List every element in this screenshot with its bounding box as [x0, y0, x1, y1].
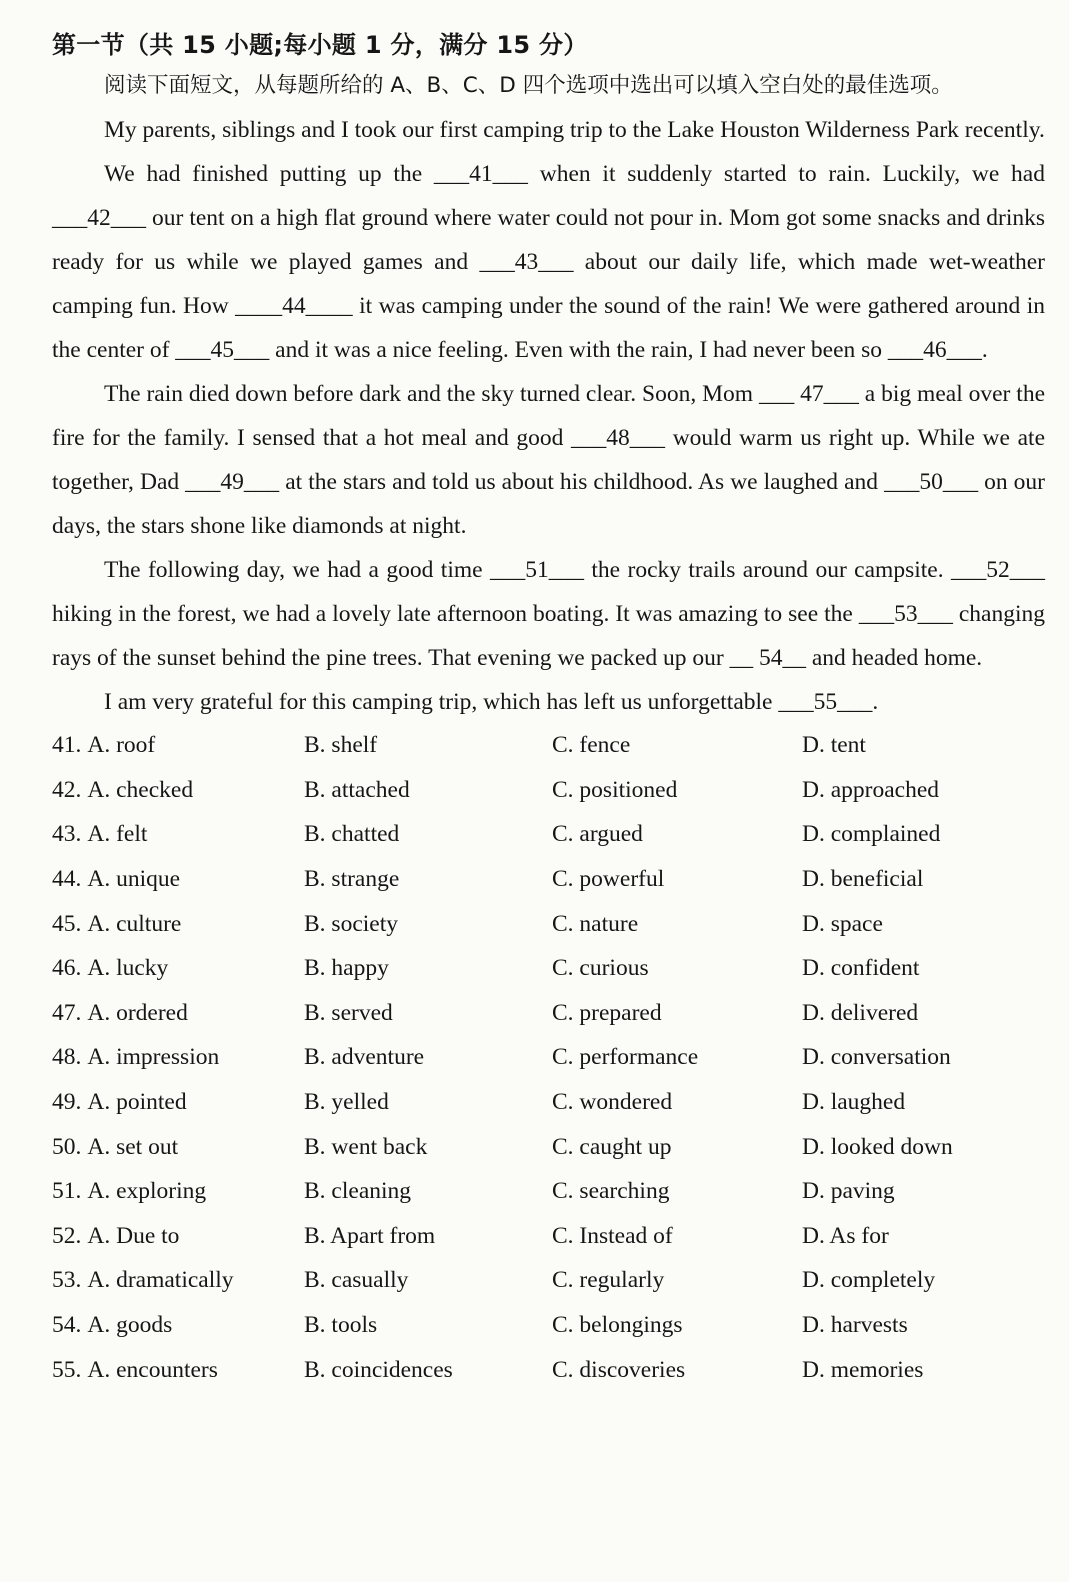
question-number: 53. — [52, 1267, 82, 1294]
option-a — [52, 1267, 304, 1294]
option-a-text: A. exploring — [87, 1178, 207, 1205]
option-row-54 — [52, 1303, 1045, 1348]
option-a — [52, 955, 304, 982]
option-a — [52, 1089, 304, 1116]
question-number: 45. — [52, 910, 82, 937]
option-d: D. laughed — [802, 1089, 906, 1116]
option-d: D. completely — [802, 1267, 936, 1294]
option-b: B. strange — [304, 866, 400, 893]
option-d: D. As for — [802, 1222, 889, 1249]
option-row-42 — [52, 768, 1045, 813]
option-d: D. beneficial — [802, 866, 924, 893]
option-c: C. wondered — [552, 1089, 673, 1116]
option-a-text: A. roof — [87, 732, 156, 759]
question-number: 49. — [52, 1089, 82, 1116]
question-number: 43. — [52, 821, 82, 848]
option-c: C. powerful — [552, 866, 665, 893]
option-c: C. caught up — [552, 1133, 672, 1160]
option-b: B. chatted — [304, 821, 400, 848]
option-a — [52, 1134, 304, 1161]
question-number: 44. — [52, 866, 82, 893]
question-number: 42. — [52, 776, 82, 803]
question-number: 50. — [52, 1133, 82, 1160]
section-title: 第一节（共 15 小题;每小题 1 分，满分 15 分） — [52, 31, 588, 59]
option-b: B. cleaning — [304, 1178, 412, 1205]
option-d: D. paving — [802, 1178, 895, 1205]
option-a — [52, 1178, 304, 1205]
option-a-text: A. impression — [87, 1044, 220, 1071]
option-a — [52, 1044, 304, 1071]
option-a-text: A. goods — [87, 1312, 173, 1339]
section-instruction: 阅读下面短文，从每题所给的 A、B、C、D 四个选项中选出可以填入空白处的最佳选项。 — [104, 73, 953, 98]
passage-paragraph-1: My parents, siblings and I took our first camping trip to the Lake Houston Wilderness Park recently. — [104, 116, 1045, 143]
option-a — [52, 1000, 304, 1027]
option-a-text: A. felt — [87, 821, 148, 848]
option-a — [52, 866, 304, 893]
option-c: C. fence — [552, 732, 631, 759]
cloze-passage — [52, 108, 1045, 724]
option-row-41 — [52, 724, 1045, 769]
option-row-55 — [52, 1348, 1045, 1393]
option-c: C. positioned — [552, 776, 678, 803]
option-row-45 — [52, 902, 1045, 947]
option-b: B. Apart from — [304, 1222, 436, 1249]
option-row-52 — [52, 1214, 1045, 1259]
option-d: D. memories — [802, 1356, 924, 1383]
option-a — [52, 1357, 304, 1384]
option-d: D. approached — [802, 776, 940, 803]
answer-options — [52, 724, 1045, 1393]
question-number: 52. — [52, 1222, 82, 1249]
option-a-text: A. encounters — [87, 1356, 218, 1383]
option-a-text: A. lucky — [87, 955, 169, 982]
option-row-50 — [52, 1125, 1045, 1170]
option-a — [52, 1312, 304, 1339]
option-a — [52, 911, 304, 938]
option-d: D. harvests — [802, 1312, 908, 1339]
option-a-text: A. checked — [87, 776, 194, 803]
option-c: C. searching — [552, 1178, 670, 1205]
option-b: B. casually — [304, 1267, 409, 1294]
option-d: D. complained — [802, 821, 941, 848]
option-b: B. shelf — [304, 732, 378, 759]
question-number: 47. — [52, 999, 82, 1026]
option-row-53 — [52, 1259, 1045, 1304]
passage-paragraph-5: I am very grateful for this camping trip, which has left us unforgettable ___55___. — [104, 688, 879, 715]
question-number: 48. — [52, 1044, 82, 1071]
option-b: B. attached — [304, 776, 410, 803]
passage-paragraph-4: The following day, we had a good time ___51___ the rocky trails around our campsite. ___52___ hiking in the forest, we had a lovely late afternoon boating. It was amazing to see the ___53___ changing rays of the sunset behind the pine trees. That evening we packed up our __ 54__ and headed home. — [52, 556, 1045, 671]
option-a-text: A. culture — [87, 910, 182, 937]
option-d: D. confident — [802, 955, 920, 982]
option-row-47 — [52, 991, 1045, 1036]
option-a-text: A. Due to — [87, 1222, 180, 1249]
option-b: B. tools — [304, 1312, 378, 1339]
option-a-text: A. unique — [87, 866, 181, 893]
option-c: C. prepared — [552, 999, 662, 1026]
option-b: B. society — [304, 910, 398, 937]
option-row-43 — [52, 813, 1045, 858]
option-c: C. discoveries — [552, 1356, 686, 1383]
option-c: C. curious — [552, 955, 649, 982]
option-a-text: A. pointed — [87, 1089, 187, 1116]
question-number: 55. — [52, 1356, 82, 1383]
question-number: 51. — [52, 1178, 82, 1205]
option-row-49 — [52, 1080, 1045, 1125]
option-b: B. yelled — [304, 1089, 389, 1116]
option-row-46 — [52, 946, 1045, 991]
option-a — [52, 732, 304, 759]
option-c: C. nature — [552, 910, 639, 937]
question-number: 41. — [52, 732, 82, 759]
option-c: C. argued — [552, 821, 643, 848]
option-b: B. happy — [304, 955, 389, 982]
option-a-text: A. ordered — [87, 999, 188, 1026]
option-c: C. regularly — [552, 1267, 665, 1294]
option-d: D. tent — [802, 732, 866, 759]
option-c: C. Instead of — [552, 1222, 673, 1249]
option-d: D. space — [802, 910, 883, 937]
option-b: B. coincidences — [304, 1356, 453, 1383]
option-a-text: A. set out — [87, 1133, 179, 1160]
option-b: B. adventure — [304, 1044, 425, 1071]
option-b: B. went back — [304, 1133, 428, 1160]
option-b: B. served — [304, 999, 393, 1026]
question-number: 54. — [52, 1312, 82, 1339]
option-c: C. performance — [552, 1044, 699, 1071]
option-a-text: A. dramatically — [87, 1267, 234, 1294]
question-number: 46. — [52, 955, 82, 982]
option-row-51 — [52, 1169, 1045, 1214]
option-row-48 — [52, 1036, 1045, 1081]
option-d: D. delivered — [802, 999, 919, 1026]
option-a — [52, 777, 304, 804]
option-c: C. belongings — [552, 1312, 683, 1339]
option-d: D. conversation — [802, 1044, 951, 1071]
option-a — [52, 1223, 304, 1250]
option-d: D. looked down — [802, 1133, 953, 1160]
passage-paragraph-3: The rain died down before dark and the sky turned clear. Soon, Mom ___ 47___ a big meal over the fire for the family. I sensed that a hot meal and good ___48___ would warm us right up. While we ate together, Dad ___49___ at the stars and told us about his childhood. As we laughed and ___50___ on our days, the stars shone like diamonds at night. — [52, 380, 1045, 539]
option-row-44 — [52, 857, 1045, 902]
option-a — [52, 821, 304, 848]
passage-paragraph-2: We had finished putting up the ___41___ when it suddenly started to rain. Luckily, we had ___42___ our tent on a high flat ground where water could not pour in. Mom got some snacks and drinks ready for us while we played games and ___43___ about our daily life, which made wet-weather camping fun. How ____44____ it was camping under the sound of the rain! We were gathered around in the center of ___45___ and it was a nice feeling. Even with the rain, I had never been so ___46___. — [52, 160, 1045, 363]
